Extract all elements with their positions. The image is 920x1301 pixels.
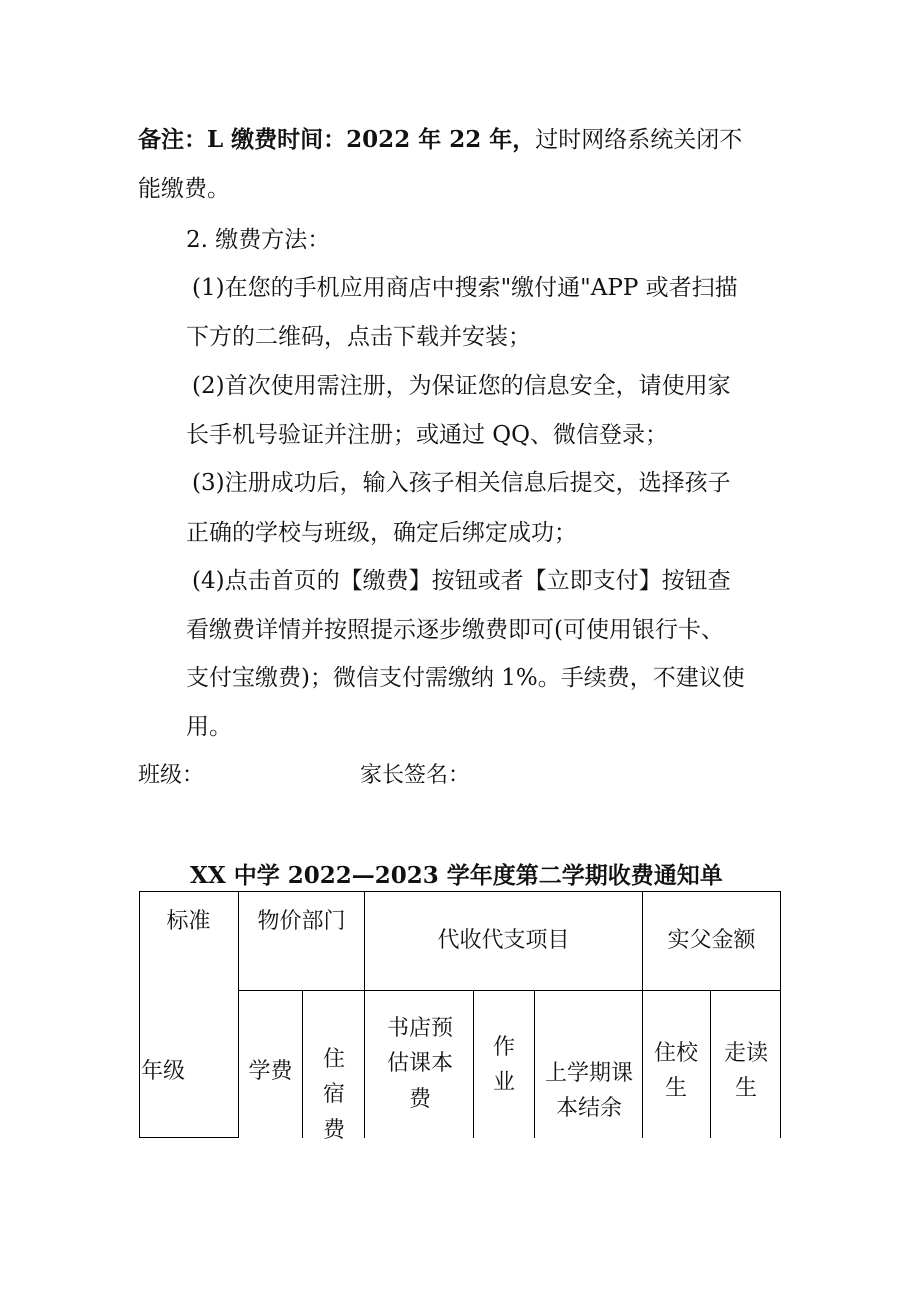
header-standard: 标准 [166,909,211,935]
step-2-line-1: (2)首次使用需注册，为保证您的信息安全，请使用家 [192,373,731,399]
step-3-line-2: 正确的学校与班级，确定后绑定成功； [186,520,577,546]
header-last-term-balance: 上学期课本结余 [544,1060,633,1121]
table-col-divider [534,990,535,1138]
header-homework: 作业 [492,1034,515,1095]
step-4-line-1: (4)点击首页的【缴费】按钮或者【立即支付】按钮查 [192,568,731,594]
step-1-line-1: (1)在您的手机应用商店中搜索"缴付通"APP 或者扫描 [192,275,738,301]
header-lodging: 住宿费 [322,1047,345,1143]
header-bookstore-fee: 书店预估课本费 [386,1016,453,1112]
remark-fee-time: L 缴费时间：2022 年 22 年， [207,126,536,153]
remark-label: 备注： [138,126,207,153]
table-border-bottom [139,1137,239,1138]
header-tuition: 学费 [248,1059,293,1085]
step-2-line-2: 长手机号验证并注册；或通过 QQ、微信登录； [186,422,669,448]
step-4-line-3: 支付宝缴费)；微信支付需缴纳 1%。手续费，不建议使 [186,665,745,691]
header-boarding-student: 住校生 [653,1040,698,1101]
header-collect-items: 代收代支项目 [437,927,570,953]
remark-line-2: 能缴费。 [138,176,230,202]
header-day-student: 走读生 [723,1040,768,1101]
table-divider-header [238,990,781,991]
parent-signature-label: 家长签名： [360,763,471,788]
step-4-line-2: 看缴费详情并按照提示逐步缴费即可(可使用银行卡、 [186,617,724,643]
header-price-dept: 物价部门 [257,909,346,935]
table-col-divider [302,990,303,1138]
step-3-line-1: (3)注册成功后，输入孩子相关信息后提交，选择孩子 [192,470,731,496]
class-label: 班级： [138,763,205,788]
header-actual-amount: 实父金额 [667,927,756,953]
header-grade: 年级 [141,1059,186,1085]
fee-table-title: XX 中学 2022—2023 学年度第二学期收费通知单 [190,862,723,889]
table-col-divider [473,990,474,1138]
remark-line-1 [138,128,742,152]
remark-fee-time-tail: 过时网络系统关闭不 [535,127,743,153]
method-title: 2. 缴费方法： [186,227,331,253]
step-4-line-4: 用。 [186,714,232,740]
table-col-divider [710,990,711,1138]
table-border-right [780,891,781,1138]
step-1-line-2: 下方的二维码，点击下载并安装； [186,324,531,350]
